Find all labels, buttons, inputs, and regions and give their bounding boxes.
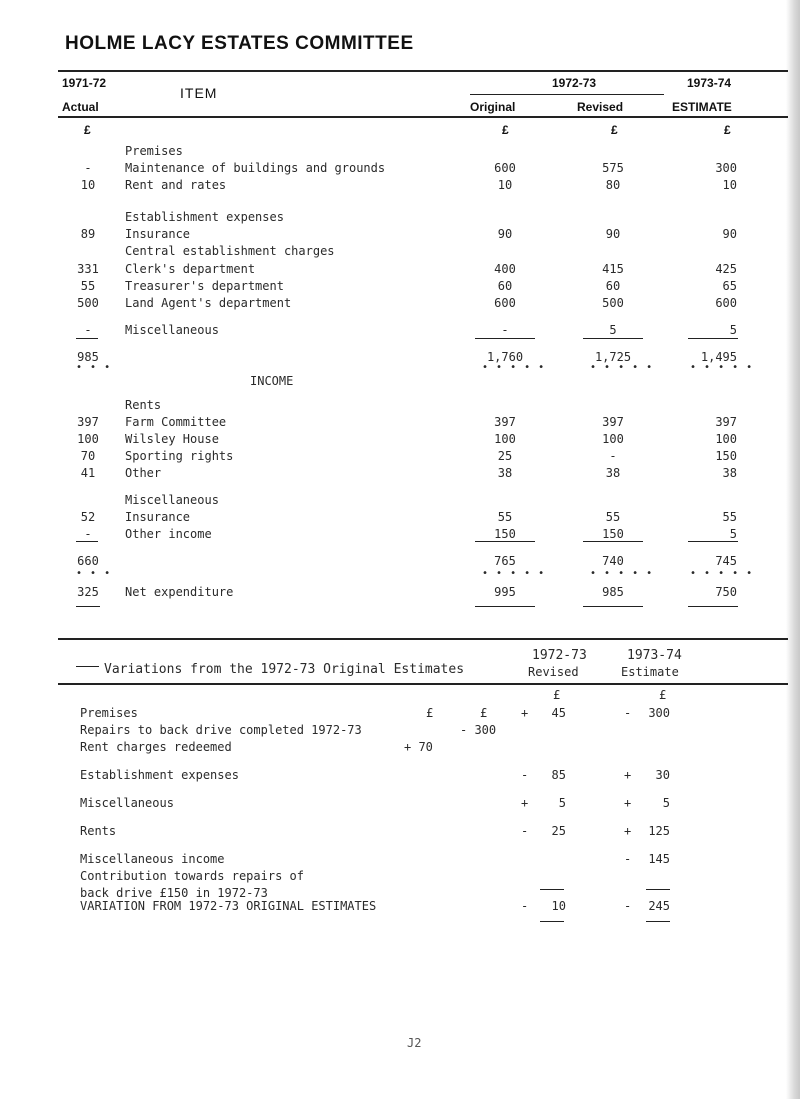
row-actual: - <box>84 323 92 337</box>
row-actual: 10 <box>80 178 96 192</box>
row-item: INCOME <box>250 374 294 388</box>
dots-inc-estimate: • • • • • <box>690 568 754 579</box>
row-item: Net expenditure <box>125 585 234 599</box>
row-item: Rents <box>125 398 162 412</box>
row-original: 60 <box>497 279 513 293</box>
variation-sub-a: £ <box>426 706 434 720</box>
row-item: Land Agent's department <box>125 296 292 310</box>
rule-net-estimate <box>688 606 738 607</box>
row-actual: 500 <box>77 296 99 310</box>
variations-col-est-2: Estimate <box>621 665 679 679</box>
row-estimate: 90 <box>722 227 737 241</box>
row-actual: - <box>84 527 92 541</box>
variation-total-label: VARIATION FROM 1972-73 ORIGINAL ESTIMATES <box>80 899 377 913</box>
row-estimate: 750 <box>715 585 737 599</box>
row-estimate: 55 <box>722 510 737 524</box>
row-estimate: 300 <box>715 161 737 175</box>
row-revised: 985 <box>602 585 624 599</box>
row-item: Central establishment charges <box>125 244 335 258</box>
row-estimate: 65 <box>722 279 737 293</box>
rule-exp-revised <box>583 338 643 339</box>
row-item: Premises <box>125 144 183 158</box>
rule-inc-revised <box>583 541 643 542</box>
rule-net-revised <box>583 606 643 607</box>
row-item: Farm Committee <box>125 415 227 429</box>
row-item: Miscellaneous <box>125 493 219 507</box>
row-original: 400 <box>494 262 516 276</box>
row-revised: 38 <box>605 466 621 480</box>
variation-text: Rent charges redeemed <box>80 740 232 754</box>
section-separator-rule <box>58 638 788 640</box>
currency-original: £ <box>502 123 509 137</box>
row-revised: 5 <box>609 323 617 337</box>
row-item: Other <box>125 466 162 480</box>
variation-text: Contribution towards repairs of <box>80 869 304 883</box>
page-edge-shadow <box>786 0 800 1099</box>
variations-currency-revised: £ <box>553 688 561 702</box>
row-original: 600 <box>494 161 516 175</box>
rule-var-rev-top <box>540 889 564 890</box>
row-item: Other income <box>125 527 212 541</box>
row-item: Treasurer's department <box>125 279 284 293</box>
row-actual: - <box>84 161 92 175</box>
currency-estimate: £ <box>724 123 731 137</box>
row-item: Rent and rates <box>125 178 227 192</box>
row-actual: 331 <box>77 262 99 276</box>
row-original: - <box>501 323 509 337</box>
variation-est: 300 <box>648 706 670 720</box>
variation-text: Repairs to back drive completed 1972-73 <box>80 723 362 737</box>
dots-inc-original: • • • • • <box>482 568 546 579</box>
row-estimate: 745 <box>715 554 737 568</box>
variation-sign-est: + <box>624 796 632 810</box>
variations-header-rule <box>58 683 788 685</box>
rule-inc-original <box>475 541 535 542</box>
variation-sign-est: - <box>624 706 632 720</box>
variation-sign-rev: + <box>521 706 529 720</box>
rule-var-est-bottom <box>646 921 670 922</box>
variation-sign-est: + <box>624 824 632 838</box>
variation-sub-b: £ <box>480 706 488 720</box>
variation-sub-a: + 70 <box>404 740 433 754</box>
rule-exp-actual <box>76 338 98 339</box>
row-revised: 500 <box>602 296 624 310</box>
row-actual: 325 <box>77 585 99 599</box>
currency-revised: £ <box>611 123 618 137</box>
page-title: HOLME LACY ESTATES COMMITTEE <box>65 33 414 54</box>
header-bottom-rule <box>58 116 788 118</box>
row-revised: 60 <box>605 279 621 293</box>
variation-text: Establishment expenses <box>80 768 239 782</box>
variations-col-revised-1: 1972-73 <box>532 648 587 663</box>
row-item: Establishment expenses <box>125 210 284 224</box>
row-actual: 660 <box>77 554 99 568</box>
row-original: 1,760 <box>486 350 524 364</box>
variation-rev: 45 <box>551 706 566 720</box>
row-item: Insurance <box>125 510 191 524</box>
row-estimate: 397 <box>715 415 737 429</box>
row-actual: 70 <box>80 449 96 463</box>
row-actual: 41 <box>80 466 96 480</box>
dots-exp-original: • • • • • <box>482 362 546 373</box>
variation-sign-rev: - <box>521 824 529 838</box>
variation-total-est: 245 <box>648 899 670 913</box>
row-original: 150 <box>494 527 516 541</box>
header-original: Original <box>470 100 516 114</box>
row-actual: 100 <box>77 432 99 446</box>
row-revised: 575 <box>602 161 624 175</box>
variations-col-est-1: 1973-74 <box>627 648 682 663</box>
row-revised: 90 <box>605 227 621 241</box>
variation-total-rev: 10 <box>551 899 566 913</box>
row-estimate: 1,495 <box>700 350 737 364</box>
row-original: 100 <box>494 432 516 446</box>
row-revised: 397 <box>602 415 624 429</box>
row-original: 38 <box>497 466 513 480</box>
row-estimate: 38 <box>722 466 737 480</box>
header-col1-bottom: Actual <box>62 100 99 114</box>
row-estimate: 5 <box>729 323 737 337</box>
row-actual: 89 <box>80 227 96 241</box>
header-col1-top: 1971-72 <box>62 76 107 90</box>
variation-rev: 25 <box>551 824 566 838</box>
row-item: Insurance <box>125 227 191 241</box>
variation-text: Miscellaneous income <box>80 852 225 866</box>
variation-total-sign-rev: - <box>521 899 529 913</box>
row-actual: 397 <box>77 415 99 429</box>
row-item: Clerk's department <box>125 262 256 276</box>
header-1972-73: 1972-73 <box>552 76 597 90</box>
variation-sign-rev: - <box>521 768 529 782</box>
row-original: 55 <box>497 510 513 524</box>
variation-est: 145 <box>648 852 670 866</box>
dots-exp-actual: • • • <box>76 362 112 373</box>
row-item: Sporting rights <box>125 449 234 463</box>
page-number: J2 <box>407 1036 422 1050</box>
row-estimate: 425 <box>715 262 737 276</box>
row-item: Maintenance of buildings and grounds <box>125 161 386 175</box>
rule-net-original <box>475 606 535 607</box>
row-original: 397 <box>494 415 516 429</box>
dots-inc-revised: • • • • • <box>590 568 654 579</box>
row-actual: 55 <box>80 279 96 293</box>
variation-total-sign-est: - <box>624 899 632 913</box>
rule-var-est-top <box>646 889 670 890</box>
header-estimate: ESTIMATE <box>672 100 732 114</box>
row-item: Miscellaneous <box>125 323 219 337</box>
header-revised: Revised <box>577 100 624 114</box>
variation-sign-est: + <box>624 768 632 782</box>
header-mid-rule <box>470 94 664 95</box>
variation-sign-rev: + <box>521 796 529 810</box>
variation-text: Miscellaneous <box>80 796 174 810</box>
variation-sub-b: - 300 <box>460 723 497 737</box>
variations-currency-estimate: £ <box>659 688 667 702</box>
variation-rev: 85 <box>551 768 566 782</box>
variation-est: 125 <box>648 824 670 838</box>
row-revised: 1,725 <box>594 350 632 364</box>
variations-heading: Variations from the 1972-73 Original Estimates <box>104 662 465 677</box>
header-item: ITEM <box>180 85 218 101</box>
dots-exp-estimate: • • • • • <box>690 362 754 373</box>
variation-text: Premises <box>80 706 138 720</box>
row-original: 25 <box>497 449 513 463</box>
row-estimate: 5 <box>729 527 737 541</box>
variations-col-revised-2: Revised <box>528 665 579 679</box>
dots-inc-actual: • • • <box>76 568 112 579</box>
dots-exp-revised: • • • • • <box>590 362 654 373</box>
row-original: 600 <box>494 296 516 310</box>
row-actual: 985 <box>77 350 99 364</box>
rule-exp-estimate <box>688 338 738 339</box>
row-estimate: 10 <box>722 178 737 192</box>
variation-text: back drive £150 in 1972-73 <box>80 886 268 900</box>
variation-est: 30 <box>655 768 670 782</box>
rule-inc-actual <box>76 541 98 542</box>
row-original: 10 <box>497 178 513 192</box>
variation-rev: 5 <box>558 796 566 810</box>
rule-var-rev-bottom <box>540 921 564 922</box>
row-estimate: 100 <box>715 432 737 446</box>
row-revised: 740 <box>602 554 624 568</box>
row-original: 90 <box>497 227 513 241</box>
row-item: Wilsley House <box>125 432 219 446</box>
currency-actual: £ <box>84 123 91 137</box>
row-revised: 415 <box>602 262 624 276</box>
variation-est: 5 <box>662 796 670 810</box>
variation-text: Rents <box>80 824 117 838</box>
row-actual: 52 <box>80 510 96 524</box>
row-revised: 150 <box>602 527 624 541</box>
rule-net-actual <box>76 606 100 607</box>
rule-actual-net-top <box>76 666 99 667</box>
variation-sign-est: - <box>624 852 632 866</box>
header-top-rule <box>58 70 788 72</box>
row-original: 765 <box>494 554 516 568</box>
row-revised: 100 <box>602 432 624 446</box>
rule-inc-estimate <box>688 541 738 542</box>
row-original: 995 <box>494 585 516 599</box>
row-revised: 80 <box>605 178 621 192</box>
header-1973-74: 1973-74 <box>687 76 732 90</box>
row-revised: - <box>609 449 617 463</box>
row-estimate: 150 <box>715 449 737 463</box>
row-revised: 55 <box>605 510 621 524</box>
row-estimate: 600 <box>715 296 737 310</box>
rule-exp-original <box>475 338 535 339</box>
